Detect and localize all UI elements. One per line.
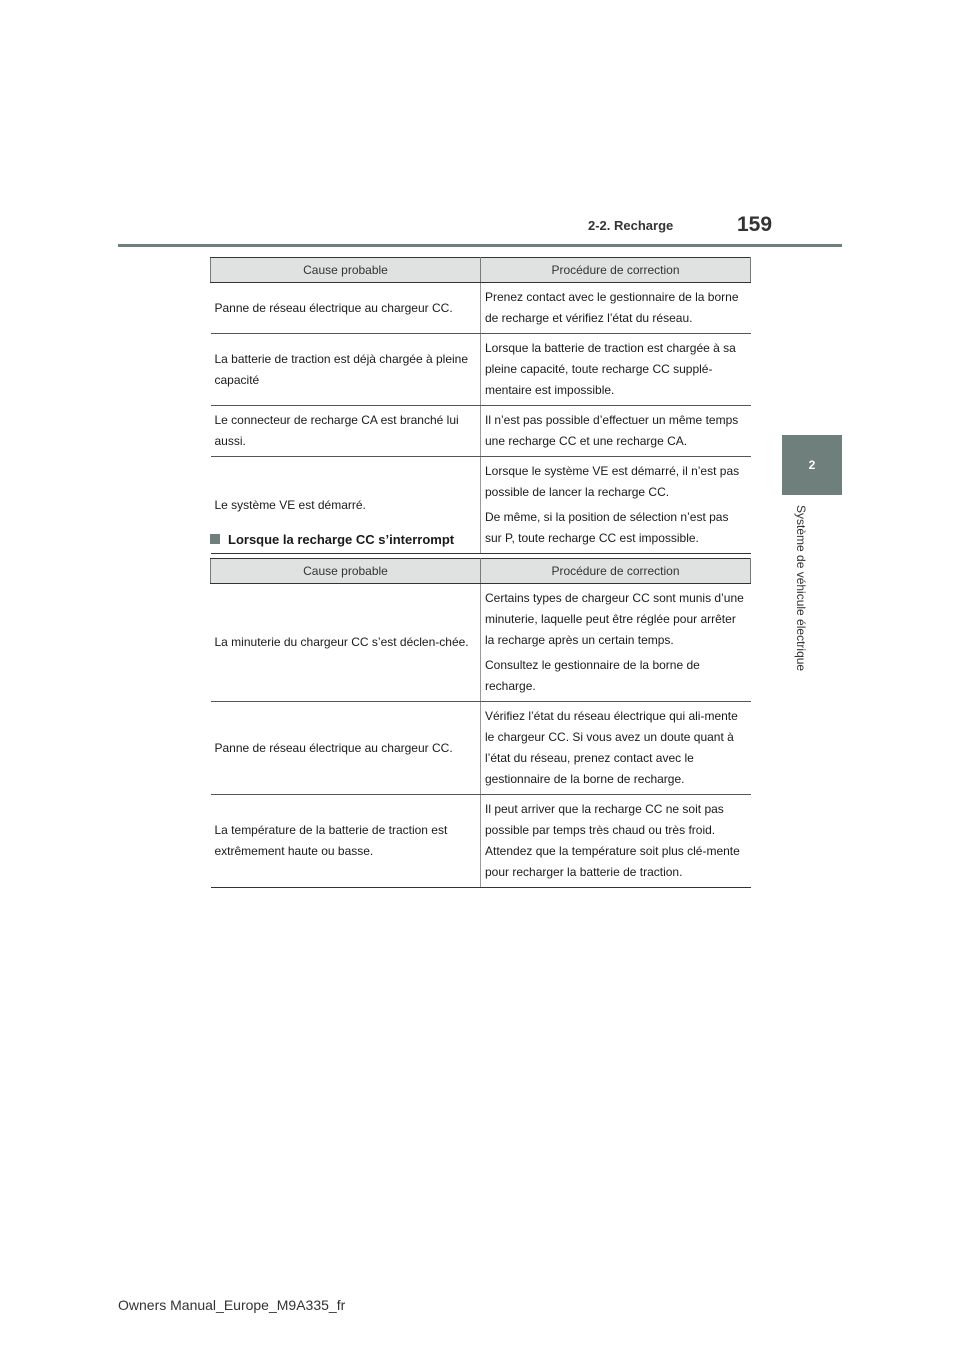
table-row — [211, 795, 751, 888]
column-header-procedure: Procédure de correction — [481, 258, 751, 283]
table-row — [211, 283, 751, 334]
procedure-text: Lorsque le système VE est démarré, il n’est pas possible de lancer la recharge CC. — [485, 464, 740, 499]
procedure-cell — [481, 702, 751, 795]
table-header-row — [211, 559, 751, 584]
cause-cell: Le connecteur de recharge CA est branché lui aussi. — [211, 406, 481, 457]
cause-cell: La batterie de traction est déjà chargée à pleine capacité — [211, 334, 481, 406]
section-heading — [210, 532, 454, 547]
table-row — [211, 702, 751, 795]
troubleshooting-table-cannot-start — [210, 257, 751, 554]
procedure-text: Vérifiez l’état du réseau électrique qui ali-mente le chargeur CC. Si vous avez un doute quant à l’état du réseau, prenez contact avec le gestionnaire de la borne de recharge. — [485, 709, 738, 786]
chapter-title: Système de véhicule électrique — [794, 505, 808, 672]
chapter-tab — [782, 435, 842, 495]
troubleshooting-table-interrupted — [210, 558, 751, 888]
footer-document-id: Owners Manual_Europe_M9A335_fr — [118, 1297, 346, 1313]
table-row — [211, 334, 751, 406]
procedure-text: Il n’est pas possible d’effectuer un même temps une recharge CC et une recharge CA. — [485, 413, 739, 448]
chapter-number: 2 — [808, 458, 816, 472]
procedure-cell — [481, 334, 751, 406]
column-header-cause: Cause probable — [211, 258, 481, 283]
column-header-cause: Cause probable — [211, 559, 481, 584]
square-bullet-icon — [210, 534, 220, 544]
procedure-cell — [481, 406, 751, 457]
page-number: 159 — [737, 213, 773, 236]
procedure-text: De même, si la position de sélection n’est pas sur P, toute recharge CC est impossible. — [485, 510, 729, 545]
procedure-cell — [481, 457, 751, 554]
procedure-text: Certains types de chargeur CC sont munis d’une minuterie, laquelle peut être réglée pour arrêter la recharge après un certain temps. — [485, 591, 744, 647]
cause-cell: Le système VE est démarré. — [211, 457, 481, 554]
procedure-cell — [481, 283, 751, 334]
procedure-cell — [481, 584, 751, 702]
procedure-text: Lorsque la batterie de traction est chargée à sa pleine capacité, toute recharge CC supplé-mentaire est impossible. — [485, 341, 736, 397]
cause-cell: Panne de réseau électrique au chargeur CC. — [211, 702, 481, 795]
column-header-procedure: Procédure de correction — [481, 559, 751, 584]
table-row — [211, 406, 751, 457]
cause-cell: La minuterie du chargeur CC s’est déclen-chée. — [211, 584, 481, 702]
chapter-title-vertical — [794, 505, 810, 705]
table-row — [211, 584, 751, 702]
running-header-section: 2-2. Recharge — [588, 218, 674, 233]
table-header-row — [211, 258, 751, 283]
procedure-cell — [481, 795, 751, 888]
cause-cell: La température de la batterie de traction est extrêmement haute ou basse. — [211, 795, 481, 888]
header-divider — [118, 244, 842, 247]
procedure-text: Il peut arriver que la recharge CC ne soit pas possible par temps très chaud ou très froid. Attendez que la température soit plus clé-mente pour recharger la batterie de traction. — [485, 802, 740, 879]
procedure-text: Consultez le gestionnaire de la borne de recharge. — [485, 658, 700, 693]
procedure-text: Prenez contact avec le gestionnaire de la borne de recharge et vérifiez l’état du réseau. — [485, 290, 739, 325]
section-heading-text: Lorsque la recharge CC s’interrompt — [228, 532, 455, 547]
cause-cell: Panne de réseau électrique au chargeur CC. — [211, 283, 481, 334]
